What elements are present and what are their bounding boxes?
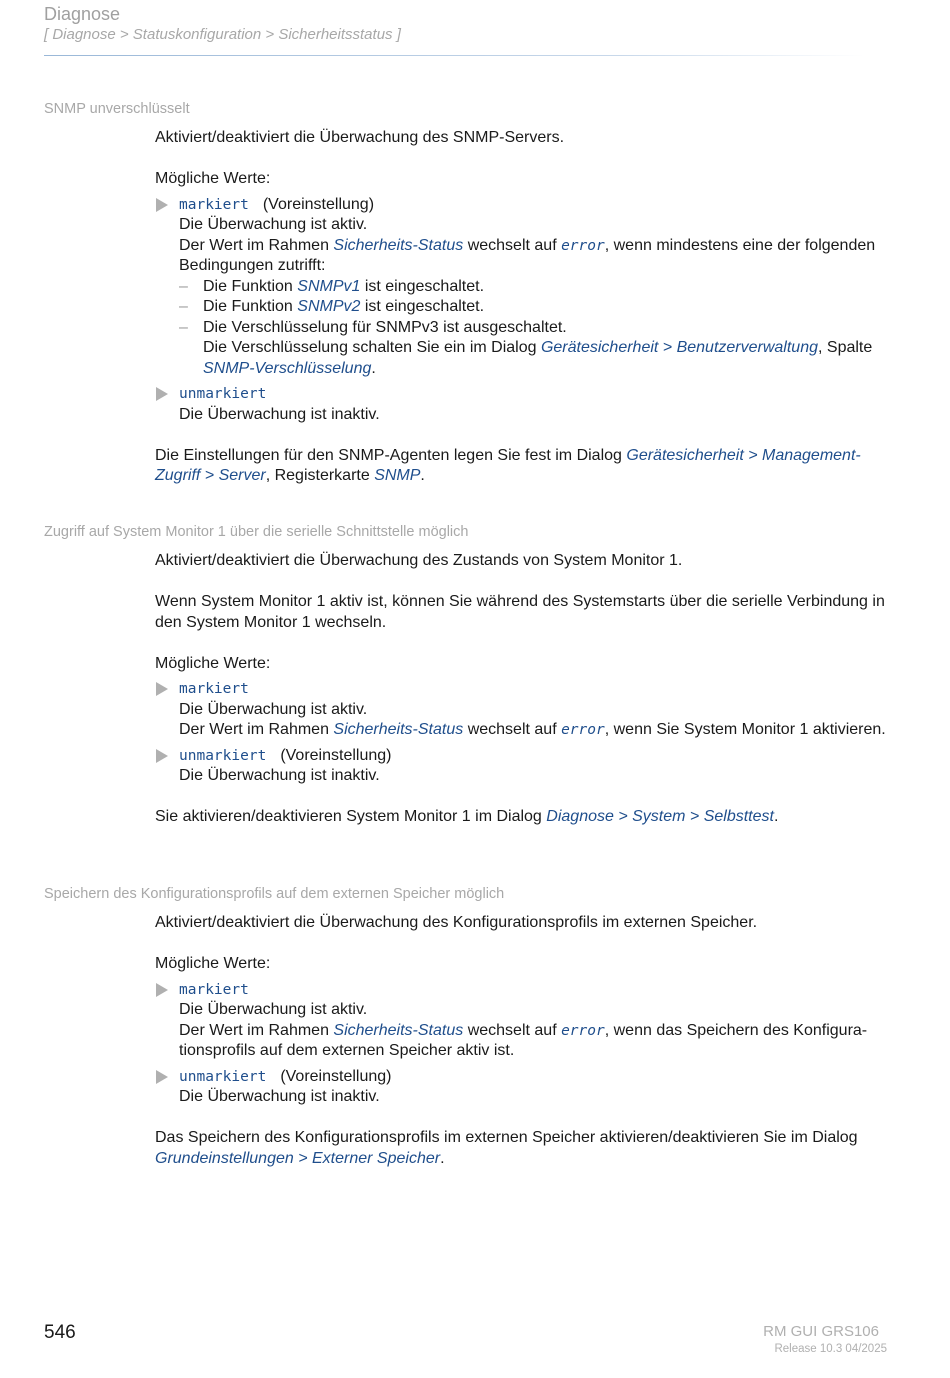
option-unmarked [155,384,890,425]
note-text: Sie aktivieren/deaktivieren System Monitor 1 im Dialog Diagnose > System > Selbsttest. [155,808,779,825]
link-management-access[interactable]: Gerätesicherheit > Management-Zugriff > Server [155,446,861,484]
default-label: (Voreinstellung) [280,746,392,764]
option-description: Die Überwachung ist inaktiv. [179,405,380,423]
triangle-bullet-icon [156,749,168,763]
triangle-bullet-icon [156,198,168,212]
link-external-memory[interactable]: Grundeinstellungen > Externer Speicher [155,1149,441,1167]
possible-values-label: Mögliche Werte: [155,170,271,187]
intro-text: Aktiviert/deaktiviert die Überwachung des Zustands von System Monitor 1. [155,552,683,569]
possible-values-label: Mögliche Werte: [155,955,271,972]
value-unmarked: unmarkiert [179,747,267,764]
value-marked: markiert [179,981,249,998]
release-info: Release 10.3 04/2025 [774,1343,887,1355]
dash-bullet: – [179,298,188,315]
value-unmarked: unmarkiert [179,1068,267,1085]
value-unmarked: unmarkiert [179,386,267,402]
option-description: Die Überwachung ist inaktiv. [179,1088,380,1105]
option-description: Die Überwachung ist aktiv. [179,216,368,233]
option-marked [155,980,890,1062]
option-marked [155,195,890,380]
intro-text: Aktiviert/deaktiviert die Überwachung des SNMP-Servers. [155,129,565,146]
option-description: Die Überwachung ist inaktiv. [179,767,380,784]
link-security-status[interactable]: Sicherheits-Status [333,1021,464,1039]
breadcrumb: [ Diagnose > Statuskonfiguration > Sicherheitsstatus ] [44,26,401,43]
option-condition: Der Wert im Rahmen Sicherheits-Status wechselt auf error, wenn mindestens eine der folgenden Bedingungen zutrifft: [179,236,876,274]
link-snmpv2[interactable]: SNMPv2 [297,298,361,315]
link-security-status[interactable]: Sicherheits-Status [333,236,464,254]
condition-item: – Die Verschlüsselung für SNMPv3 ist ausgeschaltet. [179,318,890,339]
link-snmp-encryption[interactable]: SNMP-Verschlüsselung [203,359,372,377]
product-name: RM GUI GRS106 [763,1323,879,1340]
dash-bullet: – [179,277,188,295]
header-divider [44,55,864,56]
possible-values-label: Mögliche Werte: [155,654,271,672]
value-marked: markiert [179,196,249,213]
triangle-bullet-icon [156,1070,168,1084]
page-number: 546 [44,1322,76,1343]
section-title-snmp: SNMP unverschlüsselt [44,101,190,117]
option-marked [155,679,890,741]
section-title-external-memory: Speichern des Konfigurationsprofils auf dem externen Speicher möglich [44,886,505,902]
triangle-bullet-icon [156,983,168,997]
header-title: Diagnose [44,4,121,24]
value-error: error [561,1022,605,1039]
section-body-snmp [155,128,890,487]
link-self-test[interactable]: Diagnose > System > Selbsttest [546,808,774,825]
option-description: Die Überwachung ist aktiv. [179,700,368,718]
dash-bullet: – [179,318,188,336]
page-header [44,3,864,45]
value-marked: markiert [179,681,249,697]
note-text: Die Einstellungen für den SNMP-Agenten legen Sie fest im Dialog Gerätesicherheit > Management-Zugriff > Server, Registerkarte SNMP. [155,446,861,484]
link-user-management[interactable]: Gerätesicherheit > Benutzerverwaltung [540,339,818,356]
option-condition: Der Wert im Rahmen Sicherheits-Status wechselt auf error, wenn das Speichern des Konfigurationsprofils auf dem externen Speicher aktiv ist. [179,1021,868,1059]
default-label: (Voreinstellung) [262,195,375,213]
option-condition: Der Wert im Rahmen Sicherheits-Status wechselt auf error, wenn Sie System Monitor 1 aktivieren. [179,721,886,738]
option-description: Die Überwachung ist aktiv. [179,1001,368,1018]
section-body-external-memory [155,913,890,1169]
triangle-bullet-icon [156,387,168,401]
option-unmarked [155,1067,890,1108]
default-label: (Voreinstellung) [280,1067,392,1085]
value-error: error [561,237,605,254]
option-unmarked [155,746,890,787]
section-title-system-monitor: Zugriff auf System Monitor 1 über die serielle Schnittstelle möglich [44,524,469,540]
condition-item: – Die Funktion SNMPv1 ist eingeschaltet. [179,277,890,298]
note-text: Das Speichern des Konfigurationsprofils im externen Speicher aktivieren/deaktivieren Sie im Dialog Grundeinstellungen > Externer Speicher. [155,1129,858,1167]
link-snmp-tab[interactable]: SNMP [374,467,421,484]
condition-note: Die Verschlüsselung schalten Sie ein im Dialog Gerätesicherheit > Benutzerverwaltung, Spalte SNMP-Verschlüsselung. [203,339,873,377]
intro-text: Aktiviert/deaktiviert die Überwachung des Konfigurationsprofils im externen Speicher. [155,914,758,931]
paragraph-text: Wenn System Monitor 1 aktiv ist, können Sie während des Systemstarts über die serielle Verbindung in den System Monitor 1 wechseln. [155,593,885,631]
value-error: error [561,722,605,738]
condition-item: – Die Funktion SNMPv2 ist eingeschaltet. [179,297,890,318]
triangle-bullet-icon [156,682,168,696]
link-security-status[interactable]: Sicherheits-Status [333,721,464,738]
link-snmpv1[interactable]: SNMPv1 [297,277,361,295]
section-body-system-monitor [155,551,890,828]
